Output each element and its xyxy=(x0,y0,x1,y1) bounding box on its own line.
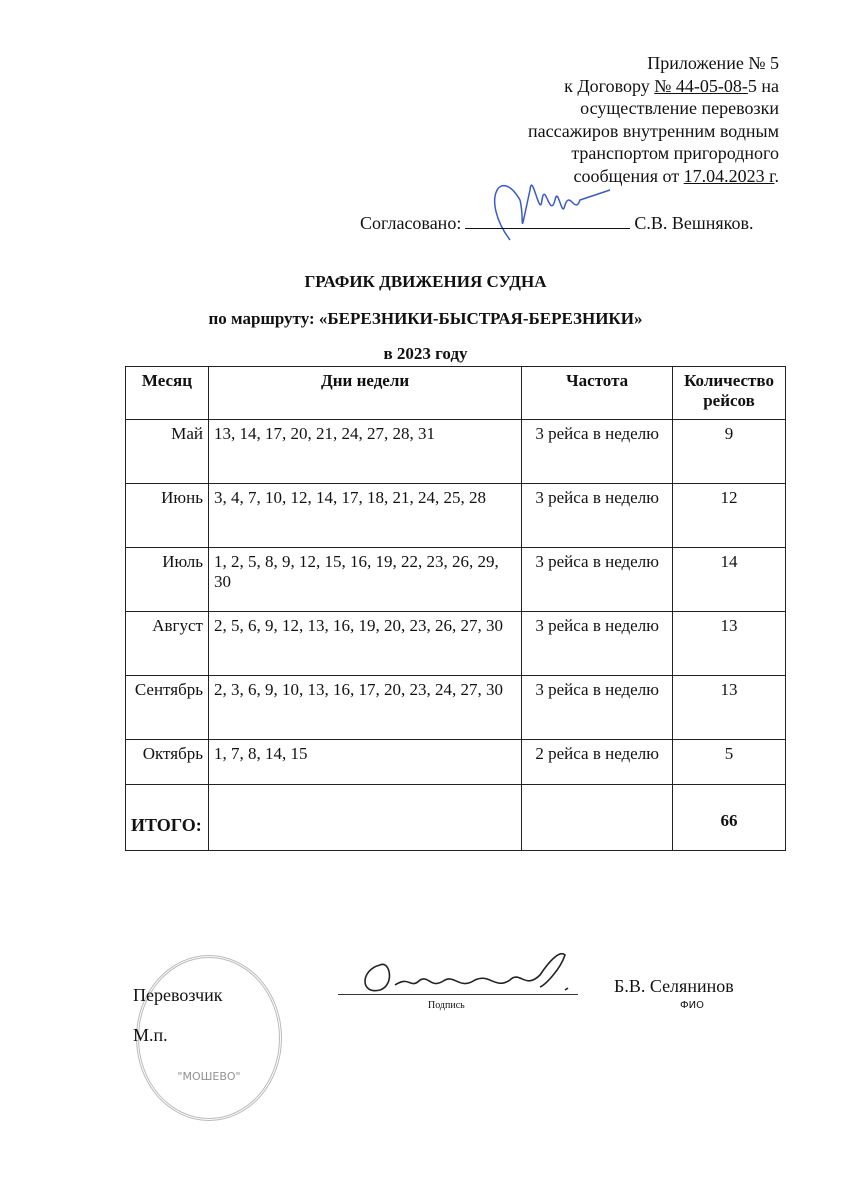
signature-line xyxy=(338,994,578,995)
stamp-text: "МОШЕВО" xyxy=(177,1070,241,1083)
count-cell: 9 xyxy=(673,420,786,484)
count-cell: 5 xyxy=(673,740,786,785)
column-header-frequency: Частота xyxy=(522,367,673,420)
total-row xyxy=(126,785,786,851)
count-cell: 14 xyxy=(673,548,786,612)
carrier-signature xyxy=(350,945,590,1000)
total-count: 66 xyxy=(673,785,786,851)
month-cell: Май xyxy=(126,420,209,484)
days-cell: 1, 2, 5, 8, 9, 12, 15, 16, 19, 22, 23, 26, 29, 30 xyxy=(208,548,521,612)
table-row xyxy=(126,548,786,612)
days-cell: 1, 7, 8, 14, 15 xyxy=(208,740,521,785)
approver-signature xyxy=(470,160,630,250)
frequency-cell: 3 рейса в неделю xyxy=(522,676,673,740)
carrier-name: Б.В. Селянинов xyxy=(614,976,734,996)
table-row xyxy=(126,676,786,740)
days-cell: 2, 5, 6, 9, 12, 13, 16, 19, 20, 23, 26, 27, 30 xyxy=(208,612,521,676)
empty-cell xyxy=(522,785,673,851)
route-title: по маршруту: «БЕРЕЗНИКИ-БЫСТРАЯ-БЕРЕЗНИКИ» xyxy=(208,309,643,328)
appendix-number: Приложение № 5 xyxy=(647,53,779,73)
signature-caption: Подпись xyxy=(428,1000,465,1011)
empty-cell xyxy=(208,785,521,851)
total-label: ИТОГО: xyxy=(126,785,209,851)
year-title: в 2023 году xyxy=(383,344,468,363)
seal-label: М.п. xyxy=(133,1025,168,1045)
table-row xyxy=(126,612,786,676)
contract-suffix: 5 на xyxy=(747,75,779,96)
frequency-cell: 3 рейса в неделю xyxy=(522,484,673,548)
schedule-table xyxy=(125,366,786,851)
agreed-line xyxy=(360,213,753,234)
date-prefix: сообщения от xyxy=(573,165,684,186)
agreed-signature-line xyxy=(465,214,630,229)
days-cell: 3, 4, 7, 10, 12, 14, 17, 18, 21, 24, 25, 28 xyxy=(208,484,521,548)
count-cell: 13 xyxy=(673,612,786,676)
table-header-row xyxy=(126,367,786,420)
month-cell: Октябрь xyxy=(126,740,209,785)
contract-line xyxy=(528,75,779,98)
appendix-line: осуществление перевозки xyxy=(580,98,779,118)
count-cell: 13 xyxy=(673,676,786,740)
frequency-cell: 3 рейса в неделю xyxy=(522,420,673,484)
table-row xyxy=(126,740,786,785)
agreed-label: Согласовано: xyxy=(360,213,462,233)
table-row xyxy=(126,420,786,484)
contract-prefix: к Договору xyxy=(564,75,650,96)
name-caption: ФИО xyxy=(680,1000,704,1011)
contract-date: 17.04.2023 г xyxy=(683,165,775,186)
table-row xyxy=(126,484,786,548)
carrier-label: Перевозчик xyxy=(133,985,223,1005)
count-cell: 12 xyxy=(673,484,786,548)
days-cell: 13, 14, 17, 20, 21, 24, 27, 28, 31 xyxy=(208,420,521,484)
document-title: ГРАФИК ДВИЖЕНИЯ СУДНА xyxy=(304,272,547,291)
month-cell: Июль xyxy=(126,548,209,612)
frequency-cell: 2 рейса в неделю xyxy=(522,740,673,785)
month-cell: Сентябрь xyxy=(126,676,209,740)
appendix-line: транспортом пригородного xyxy=(571,143,779,163)
column-header-month: Месяц xyxy=(126,367,209,420)
appendix-line: пассажиров внутренним водным xyxy=(527,120,779,141)
month-cell: Июнь xyxy=(126,484,209,548)
date-period: . xyxy=(774,165,779,186)
column-header-count: Количество рейсов xyxy=(673,367,786,420)
frequency-cell: 3 рейса в неделю xyxy=(522,548,673,612)
days-cell: 2, 3, 6, 9, 10, 13, 16, 17, 20, 23, 24, 27, 30 xyxy=(208,676,521,740)
contract-number: № 44-05-08- xyxy=(654,75,748,96)
month-cell: Август xyxy=(126,612,209,676)
frequency-cell: 3 рейса в неделю xyxy=(522,612,673,676)
carrier-block xyxy=(133,975,223,1055)
agreed-name: С.В. Вешняков. xyxy=(634,213,754,233)
column-header-days: Дни недели xyxy=(208,367,521,420)
